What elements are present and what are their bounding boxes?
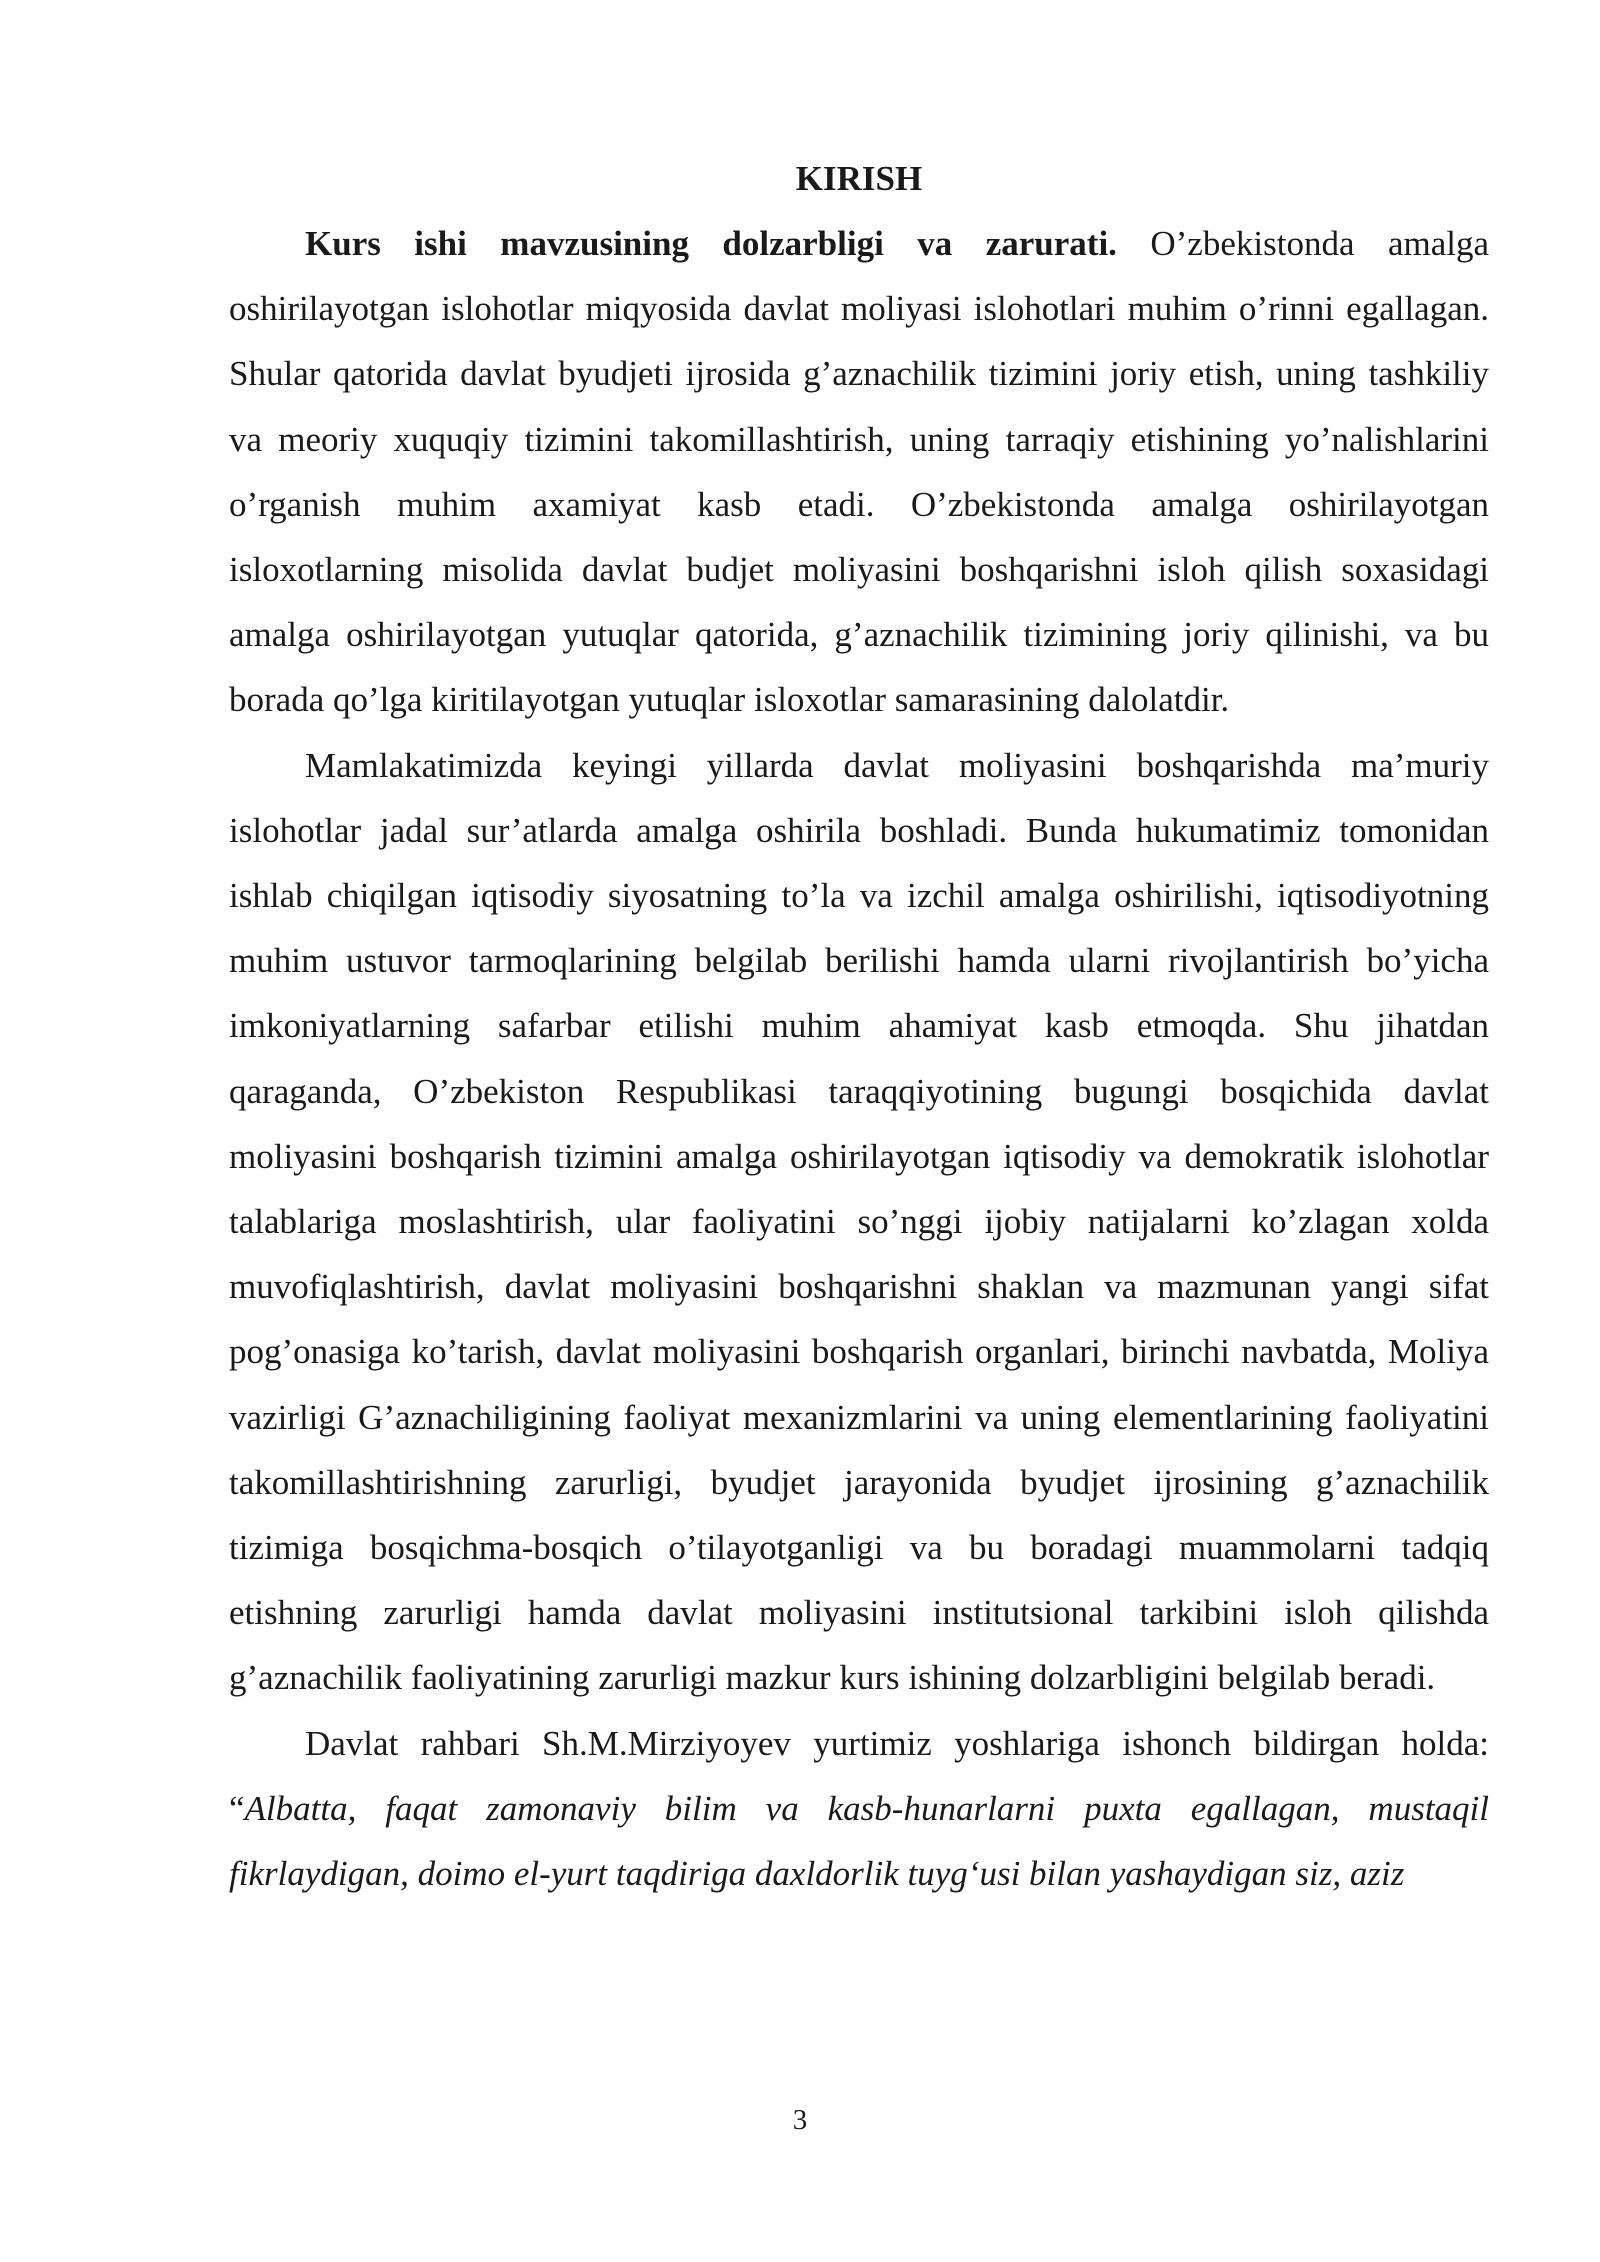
paragraph-relevance: [229, 211, 1489, 733]
document-page: [229, 146, 1489, 1906]
section-title: KIRISH: [795, 159, 923, 198]
page-number: 3: [792, 2104, 808, 2136]
paragraph-reforms: Mamlakatimizda keyingi yillarda davlat moliyasini boshqarishda ma’muriy islohotlar jadal sur’atlarda amalga oshirila boshladi. Bunda hukumatimiz tomonidan ishlab chiqilgan iqtisodiy siyosatning to’la va izchil amalga oshirilishi, iqtisodiyotning muhim ustuvor tarmoqlarining belgilab berilishi hamda ularni rivojlantirish bo’yicha imkoniyatlarning safarbar etilishi muhim ahamiyat kasb etmoqda. Shu jihatdan qaraganda, O’zbekiston Respublikasi taraqqiyotining bugungi bosqichida davlat moliyasini boshqarish tizimini amalga oshirilayotgan iqtisodiy va demokratik islohotlar talablariga moslashtirish, ular faoliyatini so’nggi ijobiy natijalarni ko’zlagan xolda muvofiqlashtirish, davlat moliyasini boshqarishni shaklan va mazmunan yangi sifat pog’onasiga ko’tarish, davlat moliyasini boshqarish organlari, birinchi navbatda, Moliya vazirligi G’aznachiligining faoliyat mexanizmlarini va uning elementlarining faoliyatini takomillashtirishning zarurligi, byudjet jarayonida byudjet ijrosining g’aznachilik tizimiga bosqichma-bosqich o’tilayotganligi va bu boradagi muammolarni tadqiq etishning zarurligi hamda davlat moliyasini institutsional tarkibini isloh qilishda g’aznachilik faoliyatining zarurligi mazkur kurs ishining dolzarbligini belgilab beradi.: [229, 745, 1489, 1698]
quote-text: Albatta, faqat zamonaviy bilim va kasb-hunarlarni puxta egallagan, mustaqil fikrlaydigan, doimo el-yurt taqdiriga daxldorlik tuyg‘usi bilan yashaydigan siz, aziz: [229, 1788, 1489, 1894]
paragraph-president-quote: [229, 1711, 1489, 1907]
paragraph-lead: Kurs ishi mavzusining dolzarbligi va zarurati.: [305, 224, 1117, 263]
paragraph-text: Davlat rahbari Sh.M.Mirziyoyev yurtimiz yoshlariga ishonch bildirgan holda: “: [229, 1723, 1489, 1828]
paragraph-text: O’zbekistonda amalga oshirilayotgan islohotlar miqyosida davlat moliyasi islohotlari muhim o’rinni egallagan. Shular qatorida davlat byudjeti ijrosida g’aznachilik tizimini joriy etish, uning tashkiliy va meoriy xuquqiy tizimini takomillashtirish, uning tarraqiy etishining yo’nalishlarini o’rganish muhim axamiyat kasb etadi. O’zbekistonda amalga oshirilayotgan isloxotlarning misolida davlat budjet moliyasini boshqarishni isloh qilish soxasidagi amalga oshirilayotgan yutuqlar qatorida, g’aznachilik tizimining joriy qilinishi, va bu borada qo’lga kiritilayotgan yutuqlar isloxotlar samarasining dalolatdir.: [229, 224, 1489, 720]
